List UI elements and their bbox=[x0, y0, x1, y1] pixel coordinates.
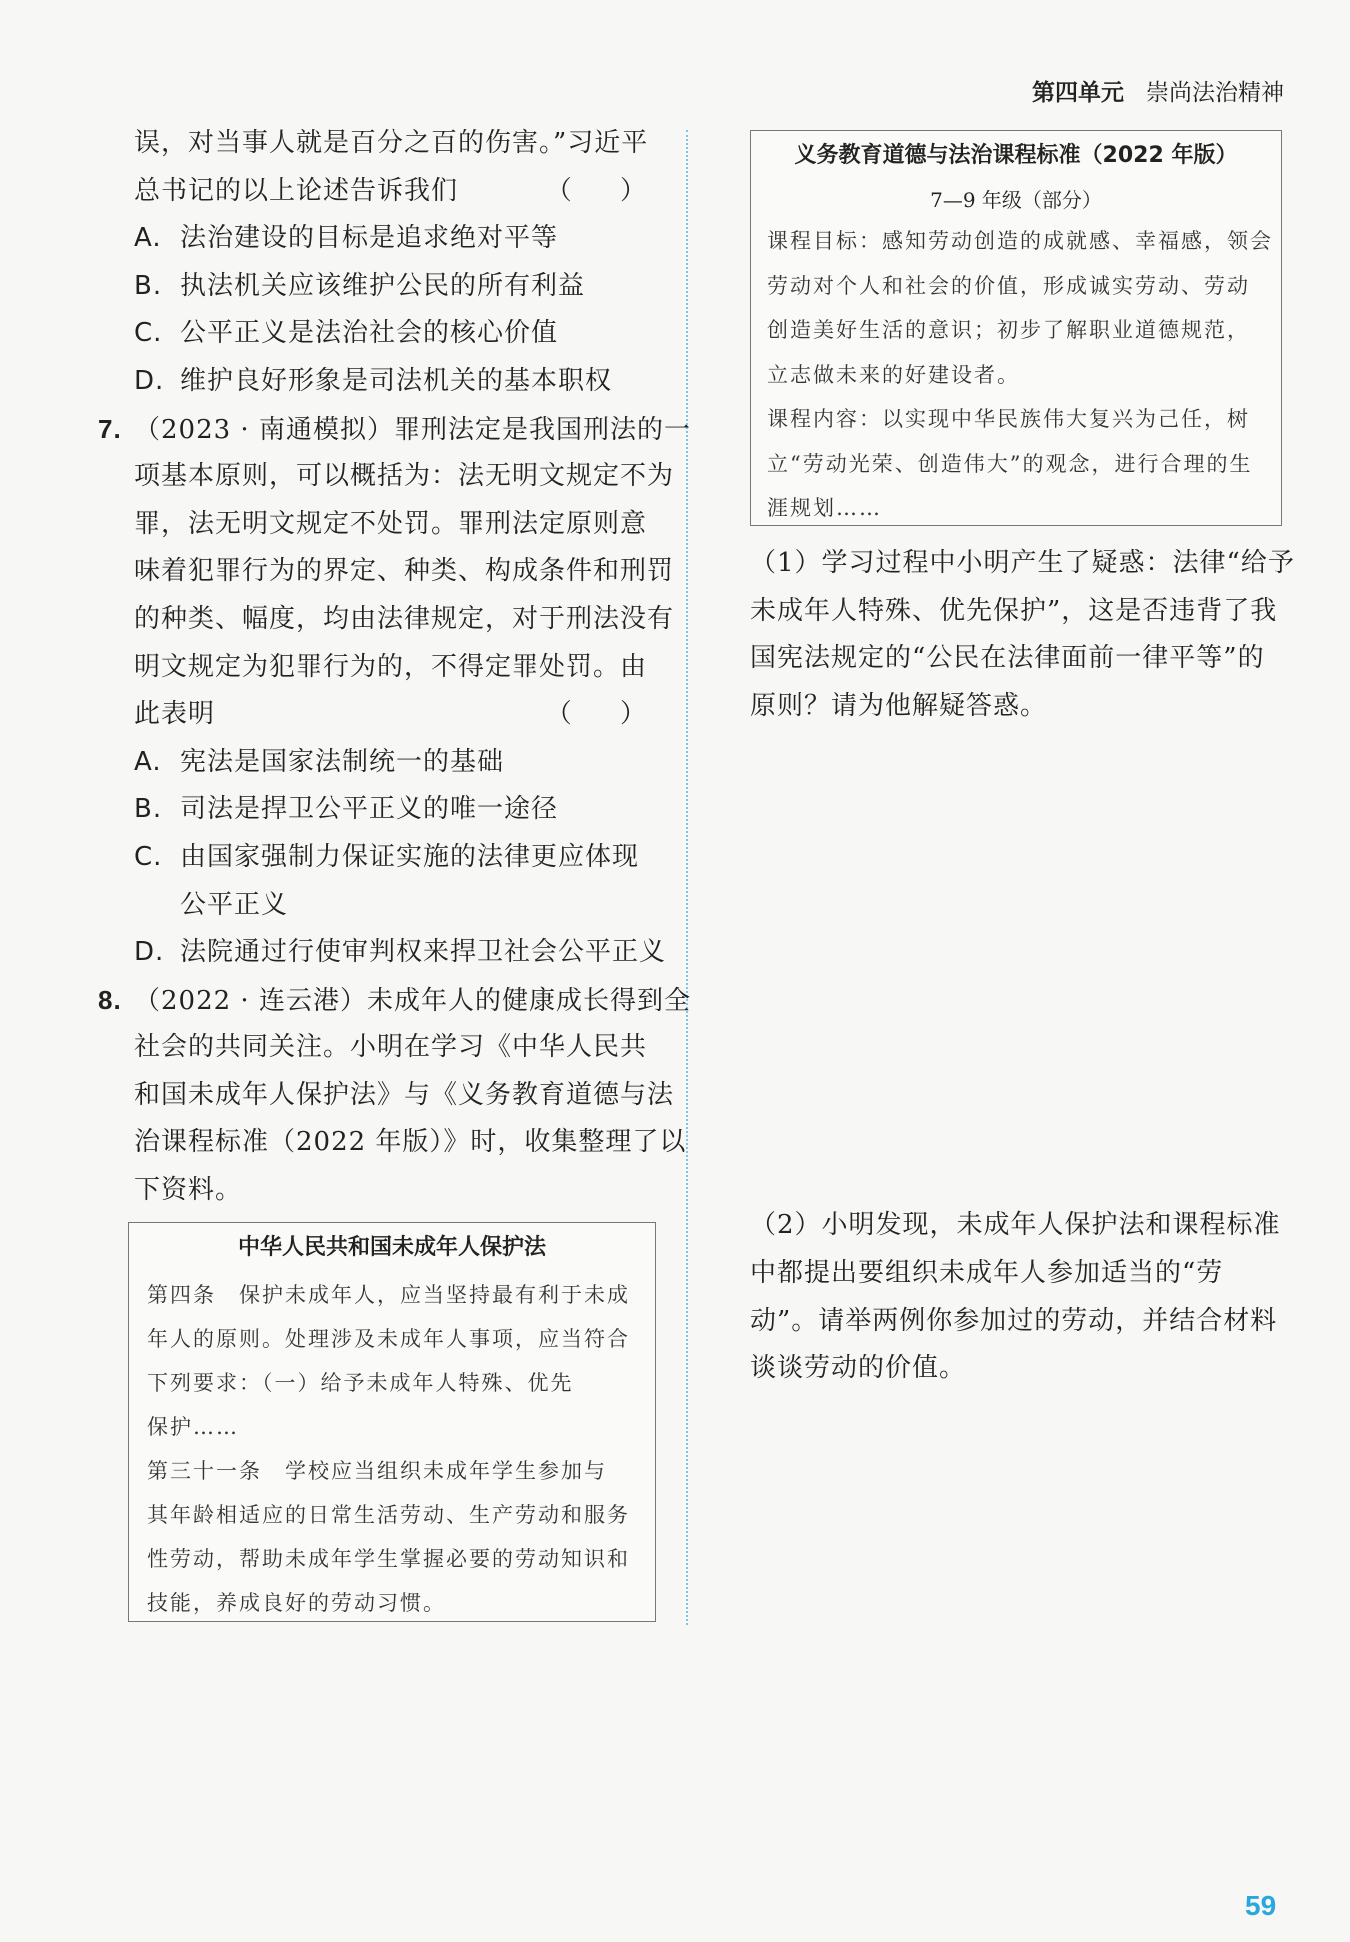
box-line: 第四条 保护未成年人，应当坚持最有利于未成 bbox=[147, 1283, 630, 1307]
sub-question-1-line: 国宪法规定的“公民在法律面前一律平等”的 bbox=[750, 643, 1265, 674]
option-letter: C. bbox=[134, 841, 163, 872]
left-column bbox=[98, 120, 691, 1215]
q6-text-line: 误，对当事人就是百分之百的伤害。”习近平 bbox=[134, 128, 649, 158]
box-line: 性劳动，帮助未成年学生掌握必要的劳动知识和 bbox=[147, 1547, 630, 1571]
option-letter: A. bbox=[134, 223, 162, 254]
option-text: 维护良好形象是司法机关的基本职权 bbox=[180, 365, 613, 396]
box-line: 立“劳动光荣、创造伟大”的观念，进行合理的生 bbox=[767, 451, 1253, 476]
right-column bbox=[750, 540, 1295, 1813]
q7-stem: （2023 · 南通模拟）罪刑法定是我国刑法的一 bbox=[134, 414, 691, 445]
q8-text-line bbox=[98, 977, 691, 1025]
q7-text-line: 味着犯罪行为的界定、种类、构成条件和刑罚 bbox=[134, 556, 675, 587]
option-letter: D. bbox=[134, 365, 165, 396]
sub-question-1-line: 未成年人特殊、优先保护”，这是否违背了我 bbox=[750, 595, 1278, 626]
q6-option-a[interactable] bbox=[98, 215, 666, 263]
box-line: 保护…… bbox=[147, 1415, 239, 1439]
box-line: 技能，养成良好的劳动习惯。 bbox=[147, 1591, 446, 1615]
q7-text-line bbox=[98, 691, 666, 739]
box-line: 涯规划…… bbox=[767, 496, 882, 520]
q7-option-c-cont: 公平正义 bbox=[180, 889, 289, 920]
q7-text-line: 罪，法无明文规定不处罚。罪刑法定原则意 bbox=[134, 508, 648, 539]
material-box-curriculum-standard bbox=[750, 130, 1282, 526]
box-title: 义务教育道德与法治课程标准（2022 年版） bbox=[794, 143, 1238, 168]
page-header bbox=[1032, 74, 1284, 107]
option-text: 由国家强制力保证实施的法律更应体现 bbox=[180, 841, 640, 872]
q6-option-b[interactable] bbox=[98, 263, 666, 311]
box-line: 劳动对个人和社会的价值，形成诚实劳动、劳动 bbox=[767, 273, 1250, 298]
q7-text-line: 明文规定为犯罪行为的，不得定罪处罚。由 bbox=[134, 651, 648, 682]
box-title: 中华人民共和国未成年人保护法 bbox=[237, 1235, 546, 1260]
box-line: 年人的原则。处理涉及未成年人事项，应当符合 bbox=[147, 1327, 630, 1351]
option-letter: A. bbox=[134, 746, 162, 777]
sub-question-2-line: 动”。请举两例你参加过的劳动，并结合材料 bbox=[750, 1305, 1278, 1336]
q7-text-line: 项基本原则，可以概括为：法无明文规定不为 bbox=[134, 461, 675, 492]
option-text: 法院通过行使审判权来捍卫社会公平正义 bbox=[180, 937, 667, 968]
q6-stem-end: 总书记的以上论述告诉我们 bbox=[134, 175, 459, 206]
sub-question-1-line: 原则？请为他解疑答惑。 bbox=[750, 690, 1048, 721]
q7-option-b[interactable] bbox=[98, 786, 666, 834]
answer-space-1[interactable] bbox=[750, 730, 1290, 1202]
q7-text-line bbox=[98, 406, 691, 454]
answer-bracket[interactable]: （ ） bbox=[545, 175, 666, 206]
q8-text-line: 下资料。 bbox=[134, 1175, 243, 1206]
q7-text-line: 的种类、幅度，均由法律规定，对于刑法没有 bbox=[134, 603, 675, 634]
option-letter: C. bbox=[134, 318, 163, 349]
material-box-protection-law bbox=[128, 1222, 656, 1622]
q8-text-line: 社会的共同关注。小明在学习《中华人民共 bbox=[134, 1032, 648, 1063]
box-line: 立志做未来的好建设者。 bbox=[767, 362, 1020, 387]
q8-stem: （2022 · 连云港）未成年人的健康成长得到全 bbox=[134, 985, 691, 1016]
page-number: 59 bbox=[1245, 1890, 1277, 1921]
box-subtitle: 7—9 年级（部分） bbox=[930, 188, 1102, 212]
sub-question-2-line: （2）小明发现，未成年人保护法和课程标准 bbox=[750, 1210, 1281, 1241]
option-letter: D. bbox=[134, 937, 165, 968]
q8-text-line: 和国未成年人保护法》与《义务教育道德与法 bbox=[134, 1079, 675, 1110]
option-text: 法治建设的目标是追求绝对平等 bbox=[180, 223, 559, 254]
q6-text-line bbox=[98, 168, 666, 216]
option-text: 执法机关应该维护公民的所有利益 bbox=[180, 270, 586, 301]
answer-space-2[interactable] bbox=[750, 1393, 1290, 1813]
option-letter: B. bbox=[134, 270, 163, 301]
option-text: 司法是捍卫公平正义的唯一途径 bbox=[180, 794, 559, 825]
column-divider bbox=[686, 130, 688, 1625]
question-number: 7. bbox=[98, 413, 122, 444]
q6-option-c[interactable] bbox=[98, 310, 666, 358]
q7-option-d[interactable] bbox=[98, 929, 666, 977]
box-line: 下列要求：（一）给予未成年人特殊、优先 bbox=[147, 1371, 574, 1395]
sub-question-2-line: 中都提出要组织未成年人参加适当的“劳 bbox=[750, 1257, 1224, 1288]
option-text: 宪法是国家法制统一的基础 bbox=[180, 746, 505, 777]
unit-title: 崇尚法治精神 bbox=[1146, 80, 1284, 106]
box-line: 创造美好生活的意识；初步了解职业道德规范， bbox=[767, 318, 1250, 342]
answer-bracket[interactable]: （ ） bbox=[545, 699, 666, 730]
box-line: 课程内容：以实现中华民族伟大复兴为己任，树 bbox=[767, 407, 1250, 431]
unit-label: 第四单元 bbox=[1032, 80, 1124, 106]
q7-option-a[interactable] bbox=[98, 739, 666, 787]
box-line: 其年龄相适应的日常生活劳动、生产劳动和服务 bbox=[147, 1503, 630, 1527]
q7-stem-end: 此表明 bbox=[134, 699, 216, 730]
q8-text-line: 治课程标准（2022 年版）》时，收集整理了以 bbox=[134, 1127, 687, 1158]
q6-option-d[interactable] bbox=[98, 358, 666, 406]
question-number: 8. bbox=[98, 984, 122, 1015]
option-letter: B. bbox=[134, 794, 163, 825]
q7-option-c[interactable] bbox=[98, 834, 666, 882]
box-line: 第三十一条 学校应当组织未成年学生参加与 bbox=[147, 1459, 607, 1483]
option-text: 公平正义是法治社会的核心价值 bbox=[180, 318, 559, 349]
sub-question-1-line: （1）学习过程中小明产生了疑惑：法律“给予 bbox=[750, 548, 1295, 578]
box-line: 课程目标：感知劳动创造的成就感、幸福感，领会 bbox=[767, 229, 1273, 253]
sub-question-2-line: 谈谈劳动的价值。 bbox=[750, 1353, 967, 1384]
